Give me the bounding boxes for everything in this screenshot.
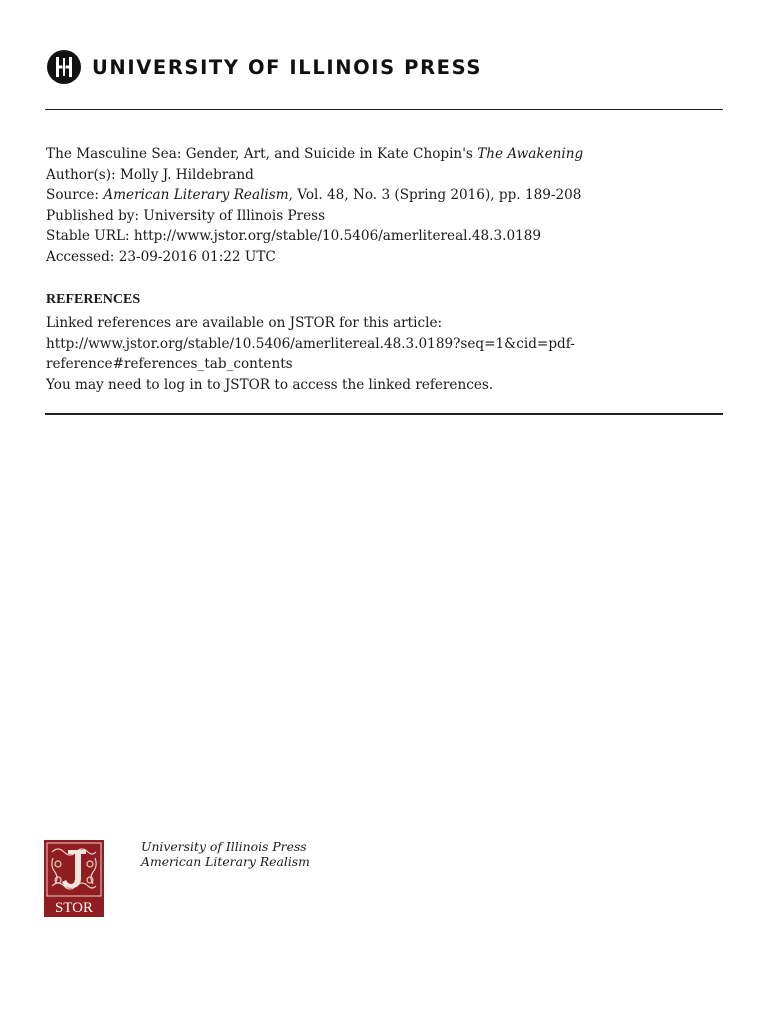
stable-url-label: Stable URL:	[46, 228, 134, 244]
article-title-work: The Awakening	[477, 146, 584, 162]
source-line	[46, 185, 583, 206]
references-block	[46, 313, 575, 395]
accessed-label: Accessed:	[46, 248, 119, 265]
top-divider	[45, 109, 723, 110]
published-by-line	[46, 206, 583, 227]
references-note: You may need to log in to JSTOR to access the linked references.	[46, 376, 494, 393]
authors-value: Molly J. Hildebrand	[119, 166, 254, 183]
article-title	[46, 144, 583, 165]
references-link-line-2[interactable]: reference#references_tab_contents	[46, 356, 293, 372]
published-by-value: University of Illinois Press	[143, 207, 326, 224]
stable-url-line	[46, 226, 583, 247]
citation-block	[46, 144, 583, 267]
publisher-name: UNIVERSITY OF ILLINOIS PRESS	[92, 55, 483, 79]
accessed-line	[46, 247, 583, 268]
bottom-divider	[45, 413, 723, 415]
published-by-label: Published by:	[46, 207, 144, 224]
footer-journal: American Literary Realism	[141, 854, 310, 869]
university-seal-icon	[46, 49, 82, 85]
footer-credits	[141, 839, 310, 869]
jstor-logo-icon	[44, 840, 104, 917]
authors-line	[46, 165, 583, 186]
source-details: , Vol. 48, No. 3 (Spring 2016), pp. 189-208	[288, 187, 582, 203]
stable-url-link[interactable]: http://www.jstor.org/stable/10.5406/amerlitereal.48.3.0189	[133, 228, 542, 244]
publisher-header	[46, 48, 482, 86]
source-journal: American Literary Realism	[103, 187, 289, 203]
footer-publisher: University of Illinois Press	[141, 839, 307, 854]
references-link-line-1[interactable]: http://www.jstor.org/stable/10.5406/amerlitereal.48.3.0189?seq=1&cid=pdf-	[46, 335, 575, 352]
article-title-main: The Masculine Sea: Gender, Art, and Suicide in Kate Chopin's	[46, 146, 478, 162]
accessed-value: 23-09-2016 01:22 UTC	[118, 248, 276, 265]
references-heading: REFERENCES	[46, 292, 141, 307]
source-label: Source:	[46, 187, 104, 203]
jstor-logo-text: STOR	[54, 900, 94, 916]
authors-label: Author(s):	[46, 166, 120, 183]
references-intro: Linked references are available on JSTOR for this article:	[46, 315, 443, 331]
